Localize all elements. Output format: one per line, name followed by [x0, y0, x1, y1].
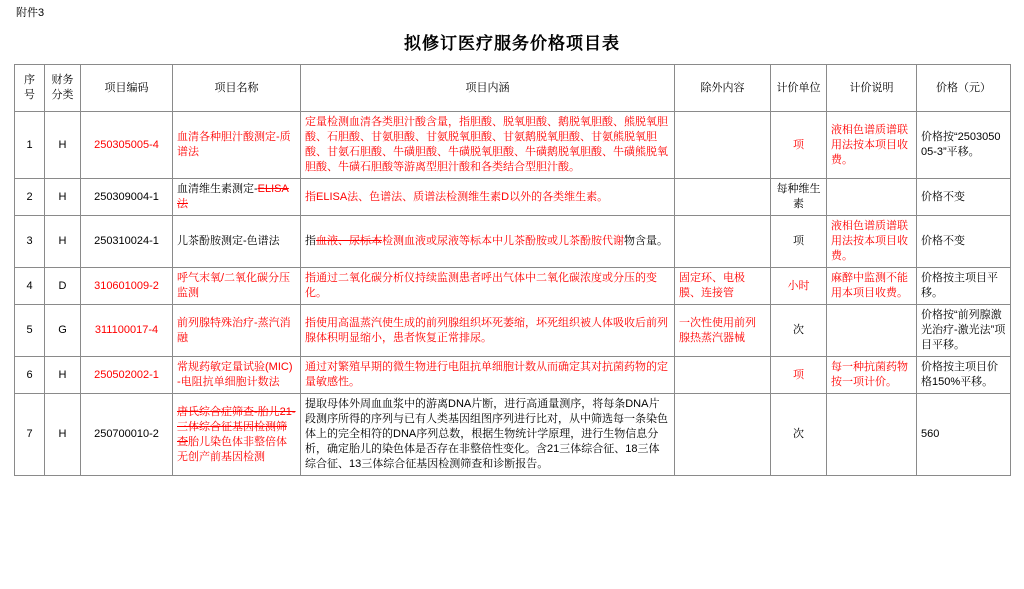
- cell-unit-text: 项: [793, 138, 804, 151]
- cell-content-text: 指使用高温蒸汽使生成的前列腺组织坏死萎缩，坏死组织被人体吸收后前列腺体积明显缩小，患者恢复正常排尿。: [305, 316, 668, 344]
- col-header-name: 项目名称: [173, 65, 301, 112]
- cell-content-text: 提取母体外周血血浆中的游离DNA片断，进行高通量测序，将每条DNA片段测序所得的序列与已有人类基因组图序列进行比对，从中筛选每一条染色体上的完全相符的DNA序列总数，根据生物统计学原理，进行生物信息分析，确定胎儿的染色体是否存在非整倍性变化。含21三体综合征、18三体综合征、13三体综合征基因检测筛查和诊断报告。: [305, 398, 668, 470]
- cell-code: [81, 216, 173, 268]
- cell-price-text: 价格不变: [921, 190, 965, 203]
- cell-name: [173, 179, 301, 216]
- cell-name-text: 常规药敏定量试验(MIC)-电阻抗单细胞计数法: [177, 361, 293, 388]
- cell-code: [81, 112, 173, 179]
- cell-price-text: 价格按主项目平移。: [921, 272, 998, 299]
- cell-unit: [771, 357, 827, 394]
- cell-content-text: 指ELISA法、色谱法、质谱法检测维生素D以外的各类维生素。: [305, 190, 609, 203]
- cell-unit-text: 小时: [787, 279, 810, 292]
- table-row: [15, 305, 1011, 357]
- cell-note: [827, 216, 917, 268]
- cell-price-text: 价格按“250305005-3”平移。: [921, 131, 1001, 158]
- cell-index-text: 1: [26, 138, 33, 151]
- cell-unit-text: 次: [793, 324, 804, 336]
- cell-content-text: 定量检测血清各类胆汁酸含量，指胆酸、脱氧胆酸、鹅脱氧胆酸、熊脱氧胆酸、石胆酸、甘氨胆酸、甘氨脱氧胆酸、甘氨鹅脱氧胆酸、甘氨熊脱氧胆酸、甘氨石胆酸、牛磺胆酸、牛磺脱氧胆酸、牛磺鹅脱氧胆酸、牛磺熊脱氧胆酸、牛磺石胆酸等游离型胆汁酸和各类结合型胆汁酸。: [305, 116, 668, 173]
- cell-index: [15, 216, 45, 268]
- cell-name: [173, 112, 301, 179]
- cell-content: [301, 216, 675, 268]
- cell-content: [301, 268, 675, 305]
- cell-index-text: 4: [26, 279, 33, 292]
- cell-price: [917, 216, 1011, 268]
- cell-finance-text: H: [58, 138, 67, 151]
- cell-content-text: 指通过二氧化碳分析仪持续监测患者呼出气体中二氧化碳浓度或分压的变化。: [305, 272, 657, 299]
- cell-finance-text: H: [58, 235, 67, 247]
- cell-finance: [45, 305, 81, 357]
- cell-index-text: 2: [26, 190, 33, 203]
- cell-code-text: 250502002-1: [94, 368, 159, 381]
- cell-finance-text: H: [58, 368, 67, 381]
- col-header-index: 序号: [15, 65, 45, 112]
- cell-note: [827, 357, 917, 394]
- cell-exclusion: [675, 268, 771, 305]
- cell-finance-text: H: [58, 190, 67, 203]
- cell-name-text: 呼气末氧/二氧化碳分压监测: [177, 272, 291, 299]
- cell-index: [15, 305, 45, 357]
- cell-index: [15, 394, 45, 476]
- cell-finance-text: H: [58, 428, 67, 440]
- cell-name-part: 唐氏综合症筛查-胎儿21-三体综合征基因检测: [177, 405, 296, 433]
- cell-finance: [45, 394, 81, 476]
- cell-code: [81, 394, 173, 476]
- col-header-finance: 财务分类: [45, 65, 81, 112]
- cell-name-text: 儿茶酚胺测定-色谱法: [177, 235, 280, 247]
- cell-content: [301, 112, 675, 179]
- cell-note: [827, 112, 917, 179]
- cell-code-text: 250700010-2: [94, 428, 159, 440]
- table-row: [15, 112, 1011, 179]
- cell-index-text: 6: [26, 368, 33, 381]
- cell-index: [15, 179, 45, 216]
- cell-code-text: 250309004-1: [94, 190, 159, 203]
- cell-unit-text: 每种维生素: [776, 183, 821, 210]
- cell-note: [827, 268, 917, 305]
- cell-price: [917, 357, 1011, 394]
- cell-code-text: 310601009-2: [94, 279, 159, 292]
- cell-index: [15, 112, 45, 179]
- cell-unit: [771, 394, 827, 476]
- cell-price-text: 价格按主项目价格150%平移。: [921, 361, 998, 388]
- cell-note: [827, 179, 917, 216]
- price-項目-table: [14, 64, 1011, 476]
- cell-note: [827, 305, 917, 357]
- cell-price-text: 价格按“前列腺激光治疗-激光法”项目平移。: [921, 309, 1006, 351]
- cell-price: [917, 394, 1011, 476]
- cell-name: [173, 216, 301, 268]
- cell-finance: [45, 268, 81, 305]
- cell-exclusion: [675, 305, 771, 357]
- cell-finance: [45, 357, 81, 394]
- cell-code: [81, 305, 173, 357]
- cell-unit-text: 次: [793, 428, 804, 440]
- cell-unit-text: 项: [793, 368, 804, 381]
- table-row: [15, 216, 1011, 268]
- col-header-code: 项目编码: [81, 65, 173, 112]
- cell-exclusion-text: 一次性使用前列腺热蒸汽器械: [679, 316, 756, 344]
- cell-name-part: 血清维生素测定-: [177, 183, 258, 195]
- cell-price: [917, 305, 1011, 357]
- cell-content: [301, 394, 675, 476]
- cell-index: [15, 268, 45, 305]
- cell-note-text: 液相色谱质谱联用法按本项目收费。: [831, 220, 908, 262]
- cell-finance: [45, 179, 81, 216]
- cell-finance-text: D: [58, 279, 67, 292]
- cell-content: [301, 305, 675, 357]
- cell-index: [15, 357, 45, 394]
- cell-name: [173, 268, 301, 305]
- cell-content: [301, 357, 675, 394]
- cell-content-part: 物含量。: [624, 235, 668, 247]
- cell-price-text: 价格不变: [921, 235, 965, 247]
- table-header-row: [15, 65, 1011, 112]
- cell-price: [917, 179, 1011, 216]
- cell-note-text: 每一种抗菌药物按一项计价。: [831, 361, 908, 388]
- cell-index-text: 7: [26, 428, 33, 440]
- col-header-note: 计价说明: [827, 65, 917, 112]
- cell-finance: [45, 216, 81, 268]
- cell-content-part: 指: [305, 235, 316, 247]
- cell-name-text: 前列腺特殊治疗-蒸汽消融: [177, 316, 291, 344]
- cell-price: [917, 112, 1011, 179]
- col-header-price: 价格（元）: [917, 65, 1011, 112]
- cell-note-text: 液相色谱质谱联用法按本项目收费。: [831, 123, 908, 166]
- cell-name-part: 筛查: [177, 420, 287, 448]
- cell-unit: [771, 112, 827, 179]
- table-row: [15, 179, 1011, 216]
- cell-finance-text: G: [58, 324, 67, 336]
- cell-code: [81, 357, 173, 394]
- table-body: [15, 112, 1011, 476]
- cell-code: [81, 268, 173, 305]
- cell-content: [301, 179, 675, 216]
- cell-name: [173, 357, 301, 394]
- cell-exclusion: [675, 179, 771, 216]
- cell-index-text: 3: [26, 235, 33, 247]
- cell-price: [917, 268, 1011, 305]
- cell-exclusion: [675, 394, 771, 476]
- page-title: 拟修订医疗服务价格项目表: [404, 34, 620, 53]
- cell-note: [827, 394, 917, 476]
- col-header-exclusion: 除外内容: [675, 65, 771, 112]
- cell-unit: [771, 179, 827, 216]
- cell-finance: [45, 112, 81, 179]
- cell-exclusion: [675, 216, 771, 268]
- table-row: [15, 268, 1011, 305]
- cell-code-text: 250305005-4: [94, 138, 159, 151]
- cell-code: [81, 179, 173, 216]
- cell-code-text: 311100017-4: [94, 324, 159, 336]
- cell-note-text: 麻醉中监测不能用本项目收费。: [831, 272, 908, 299]
- col-header-unit: 计价单位: [771, 65, 827, 112]
- cell-code-text: 250310024-1: [94, 235, 159, 247]
- cell-price-text: 560: [921, 428, 940, 440]
- cell-name-part: 胎儿染色体非整倍体无创产前基因检测: [177, 435, 287, 463]
- cell-exclusion: [675, 112, 771, 179]
- cell-name: [173, 394, 301, 476]
- cell-index-text: 5: [26, 324, 33, 336]
- cell-content-part: 检测血液或尿液等标本中儿茶酚胺或儿茶酚胺代谢: [382, 235, 624, 247]
- cell-exclusion: [675, 357, 771, 394]
- table-row: [15, 394, 1011, 476]
- cell-unit: [771, 268, 827, 305]
- cell-content-part: 血液、尿标本: [316, 235, 382, 247]
- cell-content-text: 通过对繁殖早期的微生物进行电阻抗单细胞计数从而确定其对抗菌药物的定量敏感性。: [305, 361, 668, 388]
- cell-unit: [771, 305, 827, 357]
- cell-unit: [771, 216, 827, 268]
- table-row: [15, 357, 1011, 394]
- cell-name: [173, 305, 301, 357]
- cell-name-text: 血清各种胆汁酸测定-质谱法: [177, 131, 291, 158]
- cell-exclusion-text: 固定环、电极膜、连接管: [679, 272, 745, 299]
- cell-unit-text: 项: [793, 235, 804, 247]
- cell-name-part: ELISA法: [177, 183, 289, 210]
- attachment-label: 附件3: [16, 7, 45, 19]
- col-header-content: 项目内涵: [301, 65, 675, 112]
